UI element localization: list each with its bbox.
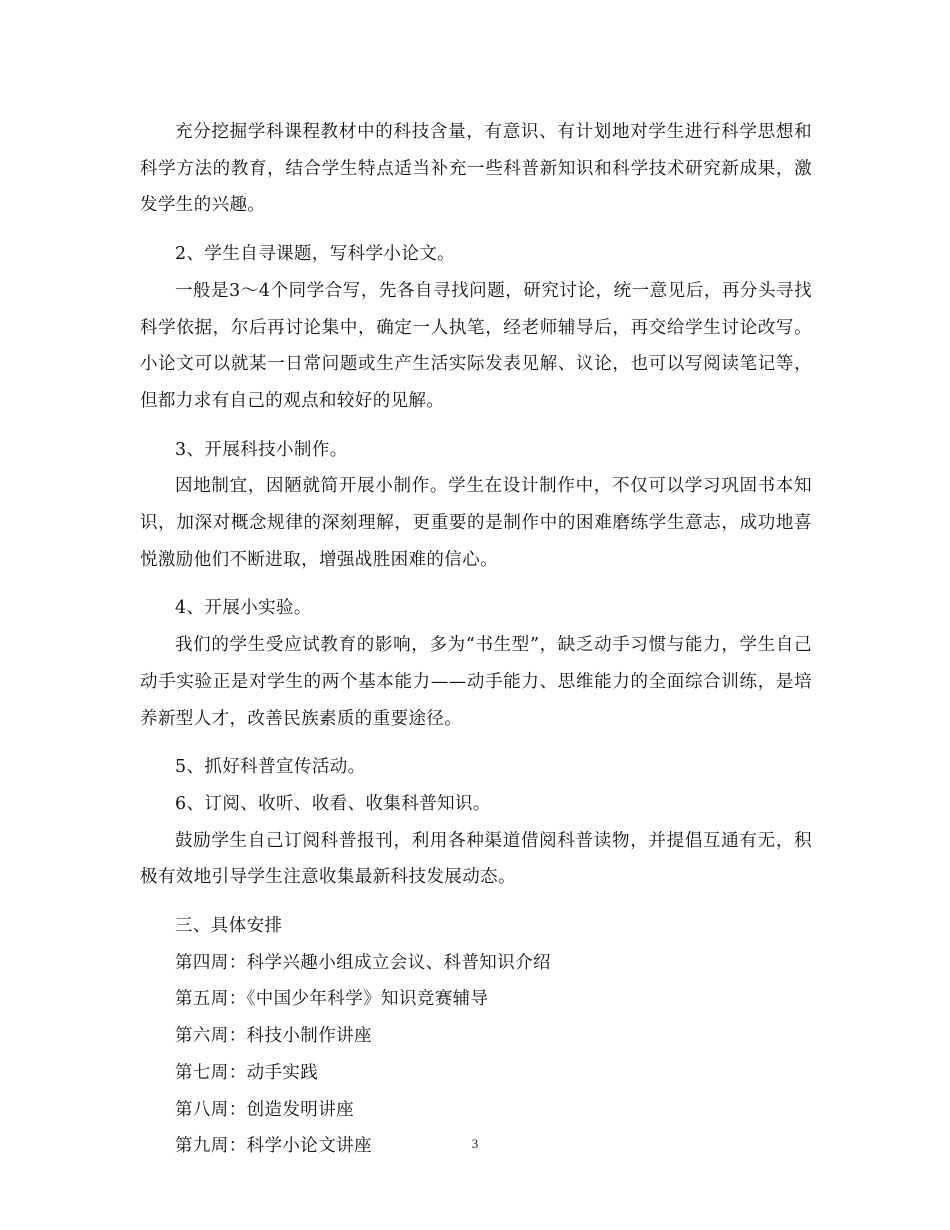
document-body — [140, 114, 812, 1165]
section-heading: 三、具体安排 — [175, 916, 283, 937]
schedule-item: 第四周：科学兴趣小组成立会议、科普知识介绍 — [175, 952, 551, 973]
section-heading: 3、开展科技小制作。 — [175, 439, 348, 460]
schedule-item: 第九周：科学小论文讲座 — [175, 1136, 372, 1157]
section-heading: 6、订阅、收听、收看、收集科普知识。 — [175, 793, 491, 814]
section-heading: 5、抓好科普宣传活动。 — [175, 757, 366, 778]
paragraph: 鼓励学生自己订阅科普报刊，利用各种渠道借阅科普读物，并提倡互通有无，积极有效地引导学生注意收集最新科技发展动态。 — [140, 830, 812, 888]
schedule-item: 第八周：创造发明讲座 — [175, 1099, 354, 1120]
paragraph: 一般是3～4个同学合写，先各自寻找问题，研究讨论，统一意见后，再分头寻找科学依据，尔后再讨论集中，确定一人执笔，经老师辅导后，再交给学生讨论改写。小论文可以就某一日常问题或生产生活实际发表见解、议论，也可以写阅读笔记等，但都力求有自己的观点和较好的见解。 — [140, 280, 812, 411]
schedule-item: 第六周：科技小制作讲座 — [175, 1026, 372, 1047]
page-number: 3 — [471, 1136, 479, 1151]
paragraph: 因地制宜，因陋就简开展小制作。学生在设计制作中，不仅可以学习巩固书本知识，加深对概念规律的深刻理解，更重要的是制作中的困难磨练学生意志，成功地喜悦激励他们不断进取，增强战胜困难的信心。 — [140, 476, 812, 570]
schedule-item: 第五周：《中国少年科学》知识竞赛辅导 — [175, 989, 489, 1010]
schedule-item: 第七周：动手实践 — [175, 1062, 319, 1083]
section-heading: 2、学生自寻课题，写科学小论文。 — [175, 244, 456, 265]
paragraph: 我们的学生受应试教育的影响，多为“书生型”，缺乏动手习惯与能力，学生自己动手实验正是对学生的两个基本能力——动手能力、思维能力的全面综合训练，是培养新型人才，改善民族素质的重要途径。 — [140, 635, 812, 729]
section-heading: 4、开展小实验。 — [175, 598, 312, 619]
paragraph: 充分挖掘学科课程教材中的科技含量，有意识、有计划地对学生进行科学思想和科学方法的教育，结合学生特点适当补充一些科普新知识和科学技术研究新成果，激发学生的兴趣。 — [140, 122, 812, 216]
